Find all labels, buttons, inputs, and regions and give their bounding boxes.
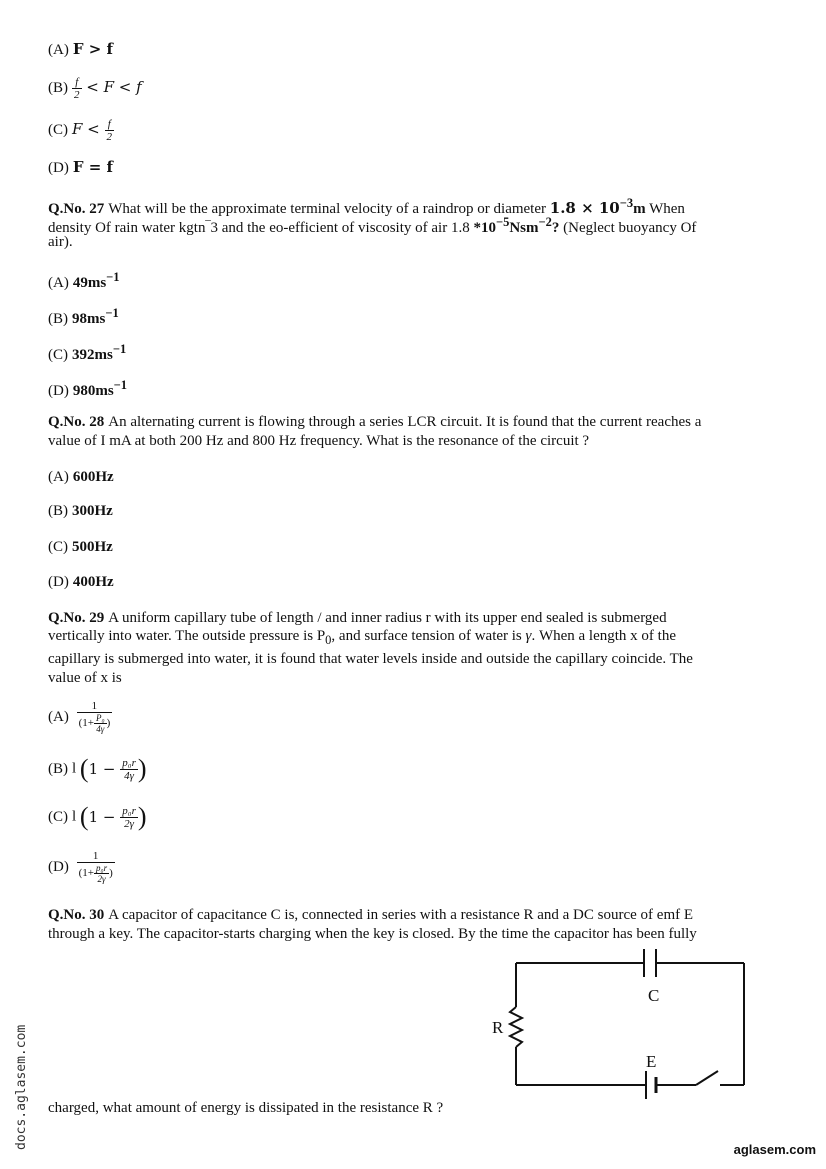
capacitor-label: C — [648, 986, 660, 1005]
rc-circuit-diagram — [486, 945, 756, 1115]
question-number: Q.No. 29 — [48, 610, 105, 626]
q28-option-d: (D) 400Hz — [48, 574, 114, 590]
q29-option-d: (D) 1 (1+ $\frac{\text{p₀r}}{2\gamma}$ ) — [48, 850, 113, 884]
q26-option-c: (C) F < $\frac{f}{2}$ — [48, 118, 113, 143]
q27-option-d: (D) $980ms^{-1}$ — [48, 378, 128, 399]
side-watermark: docs.aglasem.com — [14, 1024, 29, 1150]
question-number: Q.No. 30 — [48, 907, 105, 923]
fraction: $\frac{\text{p₀r}}{2\gamma}$ — [122, 804, 136, 830]
q29-option-c: (C) l (1 − $\frac{\text{p₀r}}{2\gamma}$ ) — [48, 802, 147, 831]
q29-text-line-4: value of x is — [48, 670, 122, 686]
fraction: $\frac{f}{2}$ — [106, 118, 113, 143]
fraction: 1 (1+ $\frac{\text{P₀}}{4\gamma}$ ) — [78, 700, 111, 734]
brand-watermark: aglasem.com — [733, 1142, 816, 1157]
q28-text-line-2: value of I mA at both 200 Hz and 800 Hz frequency. What is the resonance of the circuit ? — [48, 433, 590, 449]
q28-option-c: (C) 500Hz — [48, 539, 113, 555]
q27-option-b: (B) $98ms^{-1}$ — [48, 306, 119, 327]
key-switch — [696, 1071, 718, 1085]
fraction: $\frac{f}{2}$ — [74, 76, 80, 101]
q29-text-line-1: Q.No. 29 A uniform capillary tube of length / and inner radius r with its upper end sealed is submerged — [48, 610, 667, 626]
emf-label: E — [646, 1052, 657, 1071]
q26-option-d: (D) F = f — [48, 158, 113, 176]
question-number: Q.No. 27 — [48, 201, 105, 217]
q30-text-line-3: charged, what amount of energy is dissipated in the resistance R ? — [48, 1100, 444, 1116]
q28-text-line-1: Q.No. 28 An alternating current is flowing through a series LCR circuit. It is found that the current reaches a — [48, 414, 702, 430]
q27-text-line-2: density Of rain water kgtn‾3 and the eo-efficient of viscosity of air 1.8 $*10^{-5}Nsm^{-2}$? (Neglect buoyancy Of — [48, 215, 697, 236]
q29-option-b: (B) l (1 − $\frac{\text{p₀r}}{4\gamma}$ ) — [48, 754, 147, 783]
q28-option-b: (B) 300Hz — [48, 503, 113, 519]
q30-text-line-2: through a key. The capacitor-starts charging when the key is closed. By the time the capacitor has been fully — [48, 926, 697, 942]
fraction: 1 (1+ $\frac{\text{p₀r}}{2\gamma}$ ) — [78, 850, 113, 884]
q27-text-line-1: Q.No. 27 What will be the approximate terminal velocity of a raindrop or diameter $1.8 \times 10^{-3}m$ When — [48, 196, 685, 217]
q29-text-line-2: vertically into water. The outside pressure is $P_0$, and surface tension of water is γ. When a length x of the — [48, 628, 676, 647]
resistor-label: R — [492, 1018, 504, 1037]
resistor-zigzag — [510, 1007, 522, 1047]
question-number: Q.No. 28 — [48, 414, 105, 430]
q27-option-c: (C) $392ms^{-1}$ — [48, 342, 127, 363]
q26-option-b: (B) $\frac{f}{2}$ < F < f — [48, 76, 142, 101]
q29-option-a: (A) 1 (1+ $\frac{\text{P₀}}{4\gamma}$ ) — [48, 700, 111, 734]
q30-text-line-1: Q.No. 30 A capacitor of capacitance C is, connected in series with a resistance R and a DC source of emf E — [48, 907, 694, 923]
q28-option-a: (A) 600Hz — [48, 469, 114, 485]
q27-text-line-3: air). — [48, 234, 73, 250]
q27-option-a: (A) $49ms^{-1}$ — [48, 270, 120, 291]
q29-text-line-3: capillary is submerged into water, it is found that water levels inside and outside the capillary coincide. The — [48, 651, 693, 667]
q26-option-a: (A) F > f — [48, 40, 113, 58]
fraction: $\frac{\text{p₀r}}{4\gamma}$ — [122, 756, 136, 782]
